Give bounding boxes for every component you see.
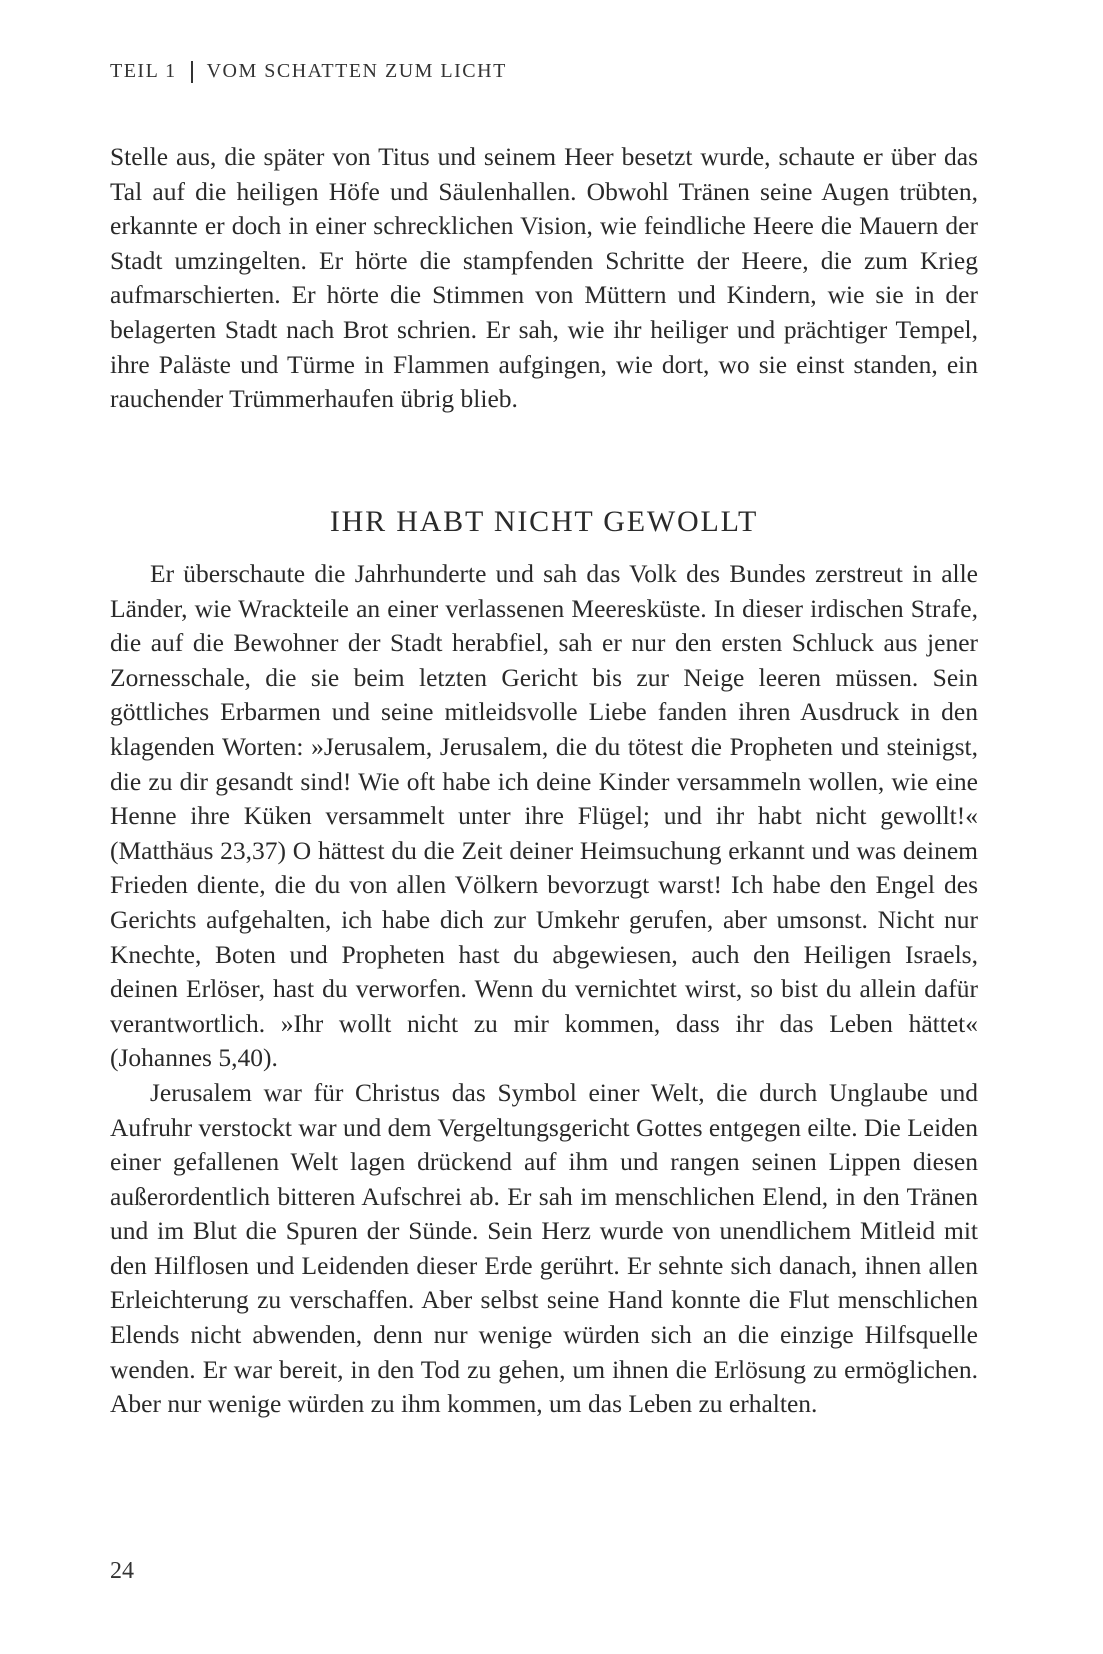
paragraph: Er überschaute die Jahrhunderte und sah das Volk des Bundes zerstreut in alle Länder, wie Wrackteile an einer verlassenen Meeresküste. In dieser irdischen Strafe, die auf die Bewohner der Stadt herabfiel, sah er nur den ersten Schluck aus jener Zornesschale, die sie beim letzten Gericht bis zur Neige leeren müssen. Sein göttliches Erbarmen und seine mitleidsvolle Liebe fanden ihren Ausdruck in den klagenden Worten: »Jerusalem, Jerusalem, die du tötest die Propheten und steinigst, die zu dir gesandt sind! Wie oft habe ich deine Kinder versammeln wollen, wie eine Henne ihre Küken versammelt unter ihre Flügel; und ihr habt nicht gewollt!« (Matthäus 23,37) O hättest du die Zeit deiner Heimsuchung erkannt und was deinem Frieden diente, die du von allen Völkern bevorzugt warst! Ich habe den Engel des Gerichts aufgehalten, ich habe dich zur Umkehr gerufen, aber umsonst. Nicht nur Knechte, Boten und Propheten hast du abgewiesen, auch den Heiligen Israels, deinen Erlöser, hast du verworfen. Wenn du vernichtet wirst, so bist du allein dafür verantwortlich. »Ihr wollt nicht zu mir kommen, dass ihr das Leben hättet« (Johannes 5,40).: [110, 559, 978, 1073]
body-text-top: [110, 140, 978, 417]
running-head-chapter: VOM SCHATTEN ZUM LICHT: [206, 60, 507, 82]
page-number: 24: [110, 1558, 134, 1584]
paragraph-continuation: Stelle aus, die später von Titus und seinem Heer besetzt wurde, schaute er über das Tal auf die heiligen Höfe und Säulenhallen. Obwohl Tränen seine Augen trübten, erkannte er doch in einer schrecklichen Vision, wie feindliche Heere die Mauern der Stadt umzingelten. Er hörte die stampfenden Schritte der Heere, die zum Krieg aufmarschierten. Er hörte die Stimmen von Müttern und Kindern, wie sie in der belagerten Stadt nach Brot schrien. Er sah, wie ihr heiliger und prächtiger Tempel, ihre Paläste und Türme in Flammen aufgingen, wie dort, wo sie einst standen, ein rauchender Trümmerhaufen übrig blieb.: [110, 142, 978, 414]
running-head-part: TEIL 1: [110, 60, 177, 82]
body-text-section: [110, 557, 978, 1422]
paragraph: Jerusalem war für Christus das Symbol einer Welt, die durch Unglaube und Aufruhr verstockt war und dem Vergeltungsgericht Gottes entgegen eilte. Die Leiden einer gefallenen Welt lagen drückend auf ihm und rangen seinen Lippen diesen außerordentlich bitteren Aufschrei ab. Er sah im menschlichen Elend, in den Tränen und im Blut die Spuren der Sünde. Sein Herz wurde von unendlichem Mitleid mit den Hilflosen und Leidenden dieser Erde gerührt. Er sehnte sich danach, ihnen allen Erleichterung zu verschaffen. Aber selbst seine Hand konnte die Flut menschlichen Elends nicht abwenden, denn nur wenige würden sich an die einzige Hilfsquelle wenden. Er war bereit, in den Tod zu gehen, um ihnen die Erlösung zu ermöglichen. Aber nur wenige würden zu ihm kommen, um das Leben zu erhalten.: [110, 1077, 978, 1419]
running-head-separator: [191, 61, 193, 83]
section-heading: IHR HABT NICHT GEWOLLT: [329, 505, 759, 538]
running-head: [110, 60, 507, 83]
